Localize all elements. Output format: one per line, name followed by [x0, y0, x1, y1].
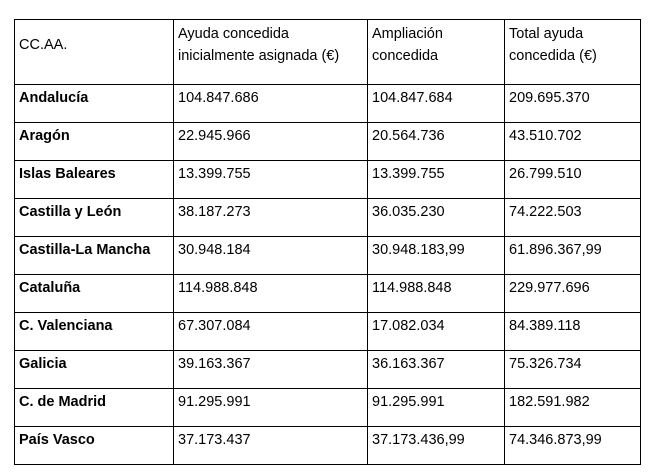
initial-aid-value: 114.988.848	[174, 275, 368, 313]
aid-table	[14, 19, 641, 465]
initial-aid-value: 39.163.367	[174, 351, 368, 389]
table-row	[15, 313, 641, 351]
initial-aid-value: 13.399.755	[174, 161, 368, 199]
initial-aid-value: 30.948.184	[174, 237, 368, 275]
initial-aid-value: 104.847.686	[174, 85, 368, 123]
region-name: Galicia	[15, 351, 174, 389]
table-row	[15, 275, 641, 313]
region-name: Andalucía	[15, 85, 174, 123]
region-name: Cataluña	[15, 275, 174, 313]
extension-value: 104.847.684	[368, 85, 505, 123]
initial-aid-value: 22.945.966	[174, 123, 368, 161]
extension-value: 13.399.755	[368, 161, 505, 199]
initial-aid-value: 67.307.084	[174, 313, 368, 351]
initial-aid-value: 37.173.437	[174, 427, 368, 465]
extension-value: 114.988.848	[368, 275, 505, 313]
header-initial-aid: Ayuda concedida inicialmente asignada (€)	[174, 20, 368, 85]
initial-aid-value: 91.295.991	[174, 389, 368, 427]
total-aid-value: 75.326.734	[505, 351, 641, 389]
extension-value: 30.948.183,99	[368, 237, 505, 275]
header-region: CC.AA.	[15, 20, 174, 85]
header-extension: Ampliación concedida	[368, 20, 505, 85]
extension-value: 36.163.367	[368, 351, 505, 389]
extension-value: 37.173.436,99	[368, 427, 505, 465]
table-row	[15, 199, 641, 237]
total-aid-value: 209.695.370	[505, 85, 641, 123]
total-aid-value: 74.346.873,99	[505, 427, 641, 465]
region-name: C. de Madrid	[15, 389, 174, 427]
table-row	[15, 161, 641, 199]
total-aid-value: 74.222.503	[505, 199, 641, 237]
extension-value: 17.082.034	[368, 313, 505, 351]
table-row	[15, 237, 641, 275]
extension-value: 36.035.230	[368, 199, 505, 237]
total-aid-value: 61.896.367,99	[505, 237, 641, 275]
total-aid-value: 229.977.696	[505, 275, 641, 313]
extension-value: 20.564.736	[368, 123, 505, 161]
total-aid-value: 43.510.702	[505, 123, 641, 161]
region-name: Islas Baleares	[15, 161, 174, 199]
table-row	[15, 123, 641, 161]
region-name: Castilla y León	[15, 199, 174, 237]
header-total-aid: Total ayuda concedida (€)	[505, 20, 641, 85]
table-row	[15, 389, 641, 427]
total-aid-value: 84.389.118	[505, 313, 641, 351]
region-name: C. Valenciana	[15, 313, 174, 351]
total-aid-value: 26.799.510	[505, 161, 641, 199]
initial-aid-value: 38.187.273	[174, 199, 368, 237]
total-aid-value: 182.591.982	[505, 389, 641, 427]
table-row	[15, 85, 641, 123]
region-name: Castilla-La Mancha	[15, 237, 174, 275]
table-row	[15, 351, 641, 389]
region-name: Aragón	[15, 123, 174, 161]
region-name: País Vasco	[15, 427, 174, 465]
table-row	[15, 427, 641, 465]
header-row	[15, 20, 641, 85]
extension-value: 91.295.991	[368, 389, 505, 427]
aid-table-body	[15, 20, 641, 465]
